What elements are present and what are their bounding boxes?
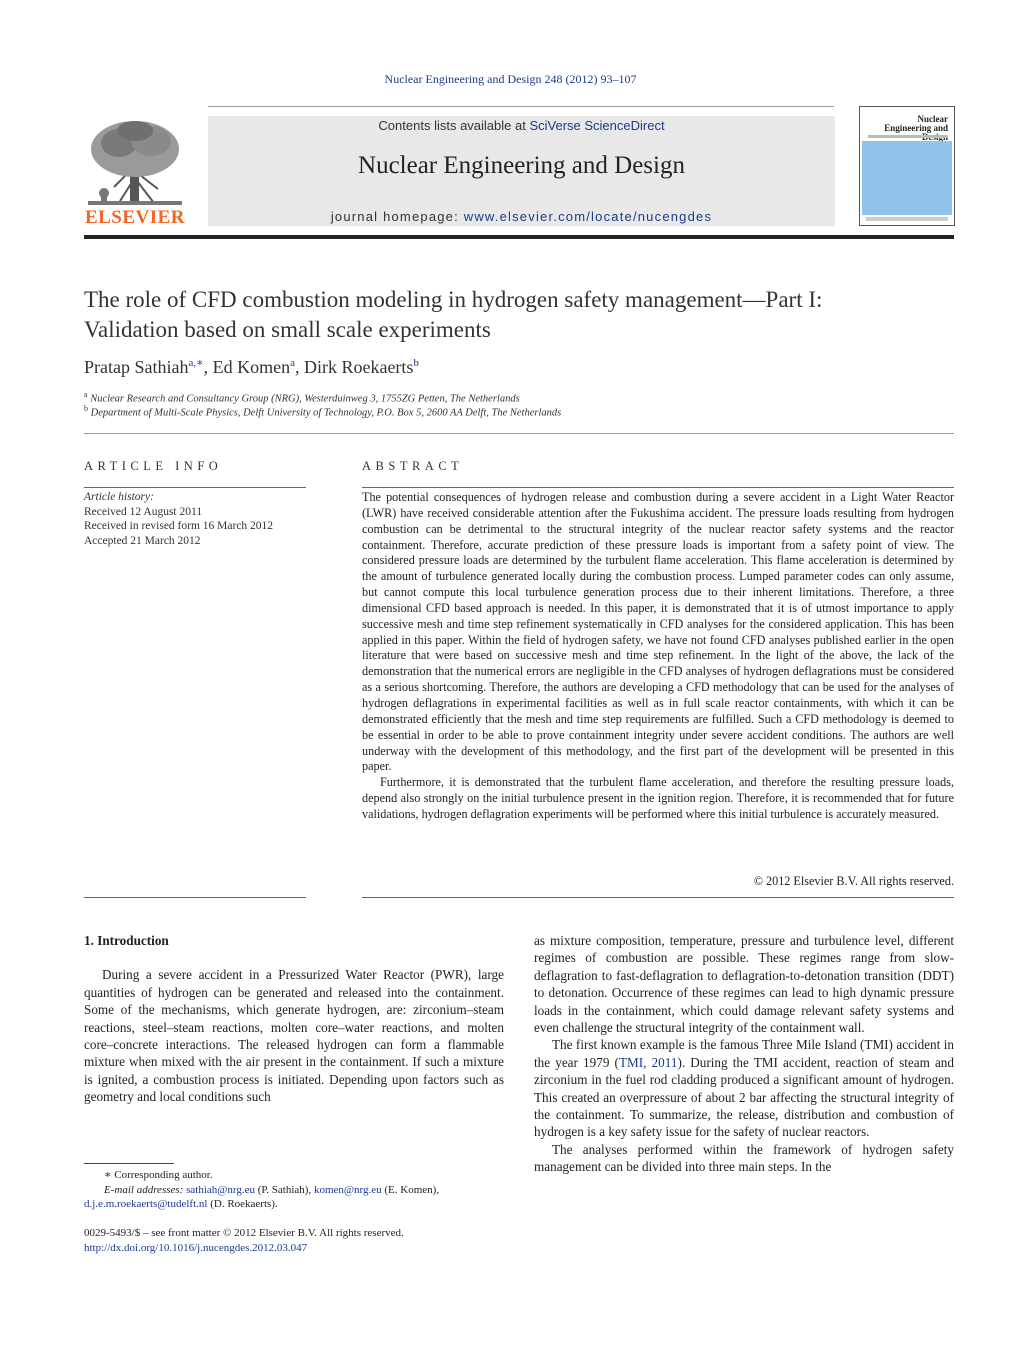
cover-blue-panel	[862, 141, 952, 215]
email-addresses	[84, 1183, 504, 1198]
cover-subtitle-bar	[868, 135, 948, 138]
journal-cover-icon	[859, 106, 955, 226]
article-history	[84, 490, 306, 548]
article-info-bottom-rule	[84, 897, 306, 898]
body-right-column	[534, 932, 954, 1176]
email-owner: (P. Sathiah),	[254, 1183, 314, 1196]
body-paragraph: During a severe accident in a Pressurized Water Reactor (PWR), large quantities of hydrogen can be generated and released into the containment. Some of the mechanisms, which generate hydrogen, are: zirconium–steam reactions, steel–steam reactions, molten core–water reactions, and molten core–concrete interactions. The released hydrogen can form a flammable mixture when mixed with the air present in the containment. If such a mixture is ignited, a combustion process is initiated. Depending upon factors such as geometry and local conditions such	[84, 967, 504, 1105]
history-received: Received 12 August 2011	[84, 505, 203, 518]
affiliation	[84, 404, 964, 419]
homepage-link[interactable]: www.elsevier.com/locate/nucengdes	[463, 209, 713, 224]
author-affiliation-mark[interactable]: a,∗	[188, 357, 204, 369]
abstract-text	[362, 490, 954, 823]
article-title	[84, 285, 964, 345]
email-label: E-mail addresses:	[104, 1183, 187, 1196]
email-link[interactable]: d.j.e.m.roekaerts@tudelft.nl	[84, 1198, 208, 1210]
author-affiliation-mark[interactable]: b	[413, 357, 419, 369]
homepage-prefix: journal homepage:	[330, 209, 464, 224]
affiliation	[84, 390, 964, 405]
article-title-line1: The role of CFD combustion modeling in hydrogen safety management—Part I:	[84, 287, 823, 312]
author-separator: ,	[203, 357, 213, 377]
article-title-line2: Validation based on small scale experiments	[84, 317, 491, 342]
affiliation-mark: a	[84, 390, 88, 399]
history-accepted: Accepted 21 March 2012	[84, 534, 201, 547]
abstract-copyright: © 2012 Elsevier B.V. All rights reserved.	[753, 874, 954, 888]
journal-title: Nuclear Engineering and Design	[358, 152, 685, 179]
journal-reference[interactable]: Nuclear Engineering and Design 248 (2012) 93–107	[384, 72, 637, 86]
sciencedirect-link[interactable]: SciVerse ScienceDirect	[529, 118, 665, 133]
abstract-heading: ABSTRACT	[362, 459, 464, 473]
email-owner: (D. Roekaerts).	[207, 1198, 278, 1210]
contents-prefix: Contents lists available at	[378, 118, 530, 133]
footnotes	[84, 1168, 504, 1212]
abstract-bottom-rule	[362, 897, 954, 898]
body-text: The first known example is the famous Three Mile Island (TMI) accident in the year 1979 (	[534, 1037, 954, 1070]
article-info-heading: ARTICLE INFO	[84, 459, 223, 473]
email-addresses-cont	[84, 1197, 504, 1212]
section-heading: 1. Introduction	[84, 933, 169, 948]
author-name: Pratap Sathiah	[84, 357, 189, 377]
title-block-rule	[84, 433, 954, 434]
author-name: Dirk Roekaerts	[303, 357, 414, 377]
affiliation-text: Nuclear Research and Consultancy Group (NRG), Westerduinweg 3, 1755ZG Petten, The Netherlands	[90, 393, 520, 405]
abstract-paragraph: The potential consequences of hydrogen release and combustion during a severe accident in a Light Water Reactor (LWR) have received considerable attention after the Fukushima accident. The pressure loads resulting from hydrogen combustion can be detrimental to the structural integrity of the nuclear reactor safety systems and the reactor containment. Therefore, accurate prediction of these pressure loads is important from a safety point of view. The considered pressure loads are determined by the turbulent flame acceleration. This flame acceleration is determined by the amount of turbulence generated locally during the combustion process. Lumped parameter codes can only assume, but cannot compute this local turbulence generation process due to their inherent limitations. Therefore, a three dimensional CFD based approach is needed. In this paper, it is demonstrated that it is of utmost importance to apply successive mesh and time step refinement systematically in CFD analyses for the considered application. This has been applied in this paper. Within the field of hydrogen safety, we have not found CFD analyses published earlier in the open literature that were based on successive mesh and time step refinement. In the light of the above, the lack of the demonstration that the numerical errors are negligible in the CFD analyses of hydrogen deflagrations must be considered as a serious shortcoming. Therefore, the authors are developing a CFD methodology that can be used for the analyses of hydrogen deflagrations in experimental facilities as well as in full scale reactor containments, with which it can be demonstrated efficiently that the mesh and time step requirements are fulfilled. Such a CFD methodology is deemed to be essential in order to be able to prove containment integrity under severe accident conditions. The authors are well underway with the development of this methodology, and the first part of the development will be presented in this paper.	[362, 490, 954, 774]
article-info-rule	[84, 487, 306, 488]
author-name: Ed Komen	[212, 357, 291, 377]
issn-line: 0029-5493/$ – see front matter © 2012 Elsevier B.V. All rights reserved.	[84, 1227, 404, 1239]
email-owner: (E. Komen),	[381, 1183, 440, 1196]
corresponding-author-note: ∗ Corresponding author.	[104, 1169, 213, 1181]
citation-link[interactable]: TMI, 2011	[618, 1054, 678, 1070]
history-label: Article history:	[84, 491, 154, 503]
contents-line	[208, 118, 835, 133]
abstract-rule	[362, 487, 954, 488]
journal-homepage	[208, 209, 835, 224]
body-text: ). During the TMI accident, reaction of steam and zirconium in the fuel rod cladding produced a significant amount of hydrogen. This created an overpressure of about 2 bar affecting the structural integrity of the containment. To summarize, the release, distribution and combustion of hydrogen is a key safety issue for the safety of nuclear reactors.	[534, 1054, 954, 1140]
body-paragraph	[534, 1036, 954, 1140]
affiliation-mark: b	[84, 404, 88, 413]
affiliation-text: Department of Multi-Scale Physics, Delft University of Technology, P.O. Box 5, 2600 AA Delft, The Netherlands	[90, 407, 562, 419]
email-link[interactable]: sathiah@nrg.eu	[186, 1183, 255, 1196]
author-separator: ,	[294, 357, 304, 377]
history-revised: Received in revised form 16 March 2012	[84, 520, 274, 533]
front-matter	[84, 1226, 504, 1255]
elsevier-logo-text: ELSEVIER	[84, 207, 186, 228]
author-list	[84, 356, 964, 378]
header-rule	[208, 106, 834, 107]
cover-footer-bar	[866, 217, 948, 221]
body-paragraph: as mixture composition, temperature, pressure and turbulence level, different regimes of combustion are possible. These regimes range from slow-deflagration to fast-deflagration to deflagration-to-detonation transition (DDT) to detonation. Occurrence of these regimes can lead to high dynamic pressure loads in the containment, which could damage relevant safety systems and even challenge the structural integrity of the containment wall.	[534, 933, 954, 1036]
body-paragraph: The analyses performed within the framework of hydrogen safety management can be divided into three main steps. In the	[534, 1141, 954, 1175]
header-thick-rule	[84, 235, 954, 239]
body-left-column	[84, 932, 504, 1106]
doi-link[interactable]: http://dx.doi.org/10.1016/j.nucengdes.2012.03.047	[84, 1241, 308, 1254]
footnote-rule	[84, 1163, 174, 1164]
abstract-paragraph: Furthermore, it is demonstrated that the turbulent flame acceleration, and therefore the resulting pressure loads, depend also strongly on the initial turbulence present in the ignition region. Therefore, it is recommended that for future validations, hydrogen deflagration experiments will be performed where this initial turbulence is accurately measured.	[362, 775, 954, 821]
email-link[interactable]: komen@nrg.eu	[313, 1183, 382, 1196]
cover-title: Nuclear Engineering and	[884, 114, 948, 133]
author-affiliation-mark[interactable]: a	[290, 357, 295, 369]
